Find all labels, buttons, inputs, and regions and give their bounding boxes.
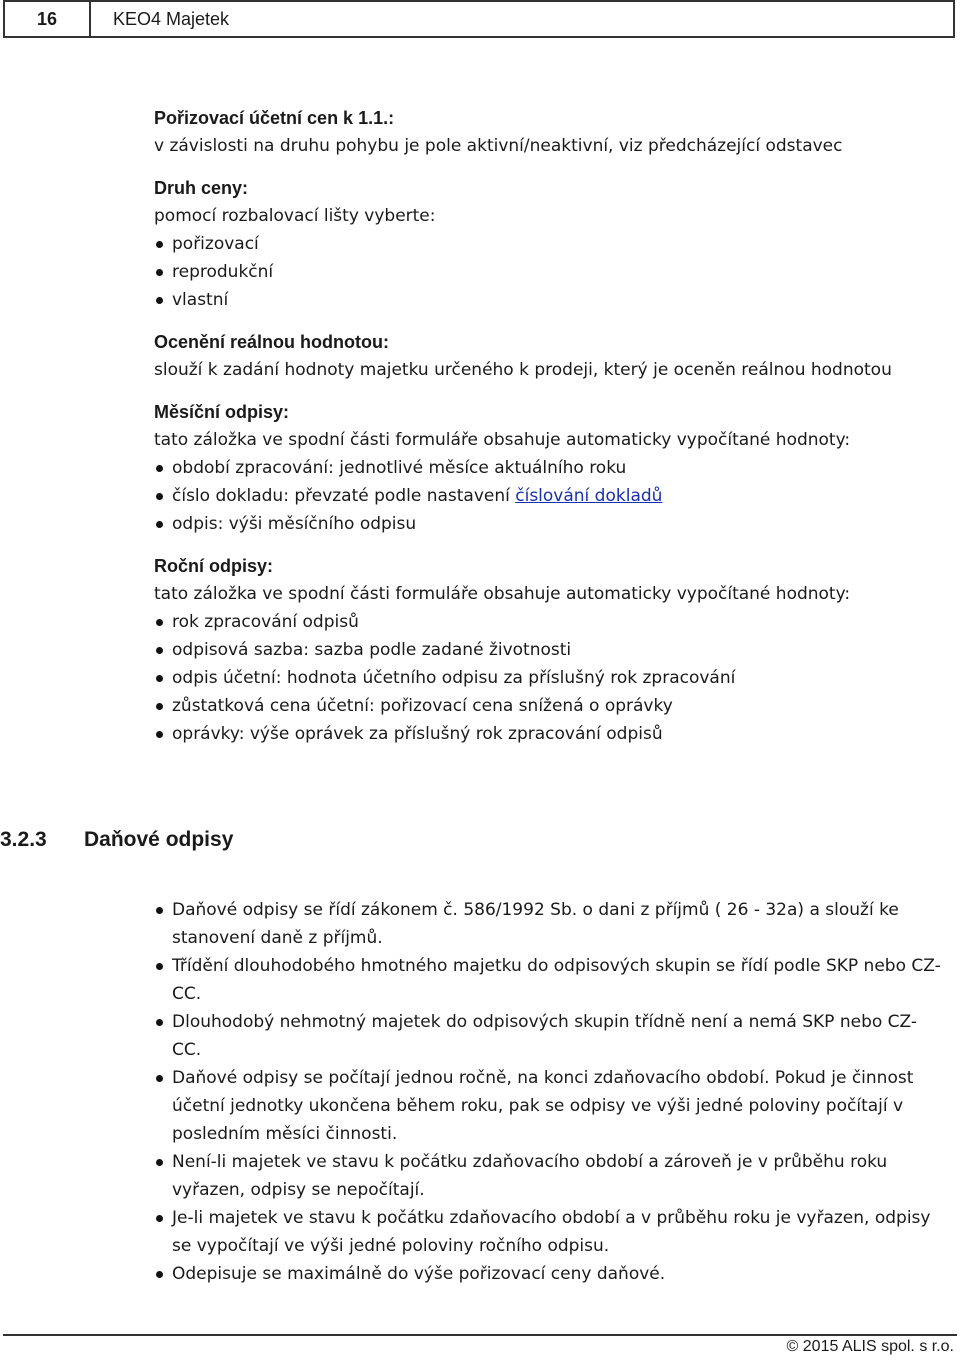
list-item: zůstatková cena účetní: pořizovací cena snížená o oprávky	[154, 692, 944, 720]
list-item: pořizovací	[154, 230, 944, 258]
tax-depreciation-content	[154, 896, 944, 1288]
list-item: vlastní	[154, 286, 944, 314]
section-heading: Roční odpisy:	[154, 556, 274, 576]
list-item: Daňové odpisy se řídí zákonem č. 586/1992 Sb. o dani z příjmů ( 26 - 32a) a slouží ke stanovení daně z příjmů.	[154, 896, 944, 952]
list-item	[154, 482, 944, 510]
section-text: v závislosti na druhu pohybu je pole aktivní/neaktivní, viz předcházející odstavec	[154, 136, 843, 156]
page-number: 16	[3, 0, 91, 38]
document-title: KEO4 Majetek	[91, 0, 955, 38]
list-item: Daňové odpisy se počítají jednou ročně, na konci zdaňovacího období. Pokud je činnost účetní jednotky ukončena během roku, pak se odpisy ve výši jedné poloviny počítají v posledním měsíci činnosti.	[154, 1064, 944, 1148]
section-heading: Ocenění reálnou hodnotou:	[154, 332, 389, 352]
section-heading: Pořizovací účetní cen k 1.1.:	[154, 108, 395, 128]
monthly-list	[154, 454, 944, 538]
list-item: odpis: výši měsíčního odpisu	[154, 510, 944, 538]
section-text: slouží k zadání hodnoty majetku určeného k prodeji, který je oceněn reálnou hodnotou	[154, 360, 892, 380]
document-numbering-link[interactable]: číslování dokladů	[515, 486, 663, 506]
list-item: Dlouhodobý nehmotný majetek do odpisových skupin třídně není a nemá SKP nebo CZ-CC.	[154, 1008, 944, 1064]
main-content	[154, 104, 944, 762]
section-porizovaci	[154, 104, 944, 160]
section-number: 3.2.3	[0, 828, 47, 851]
section-text: tato záložka ve spodní části formuláře obsahuje automaticky vypočítané hodnoty:	[154, 584, 851, 604]
yearly-list	[154, 608, 944, 748]
list-item: odpis účetní: hodnota účetního odpisu za příslušný rok zpracování	[154, 664, 944, 692]
list-item: reprodukční	[154, 258, 944, 286]
tax-list	[154, 896, 944, 1288]
footer-divider	[3, 1334, 957, 1336]
list-item: Odepisuje se maximálně do výše pořizovací ceny daňové.	[154, 1260, 944, 1288]
list-item: Třídění dlouhodobého hmotného majetku do odpisových skupin se řídí podle SKP nebo CZ-CC.	[154, 952, 944, 1008]
footer-copyright: © 2015 ALIS spol. s r.o.	[786, 1338, 954, 1355]
list-item: odpisová sazba: sazba podle zadané životnosti	[154, 636, 944, 664]
section-text: tato záložka ve spodní části formuláře obsahuje automaticky vypočítané hodnoty:	[154, 430, 851, 450]
list-item: oprávky: výše oprávek za příslušný rok zpracování odpisů	[154, 720, 944, 748]
section-mesicni-odpisy	[154, 398, 944, 538]
section-druh-ceny	[154, 174, 944, 314]
list-item: Je-li majetek ve stavu k počátku zdaňovacího období a v průběhu roku je vyřazen, odpisy se vypočítají ve výši jedné poloviny ročního odpisu.	[154, 1204, 944, 1260]
section-heading: Druh ceny:	[154, 178, 249, 198]
section-heading-dan-odpisy	[0, 828, 233, 852]
section-oceneni	[154, 328, 944, 384]
list-item: období zpracování: jednotlivé měsíce aktuálního roku	[154, 454, 944, 482]
list-item: Není-li majetek ve stavu k počátku zdaňovacího období a zároveň je v průběhu roku vyřazen, odpisy se nepočítají.	[154, 1148, 944, 1204]
section-heading: Měsíční odpisy:	[154, 402, 290, 422]
price-type-list	[154, 230, 944, 314]
section-rocni-odpisy	[154, 552, 944, 748]
page-header	[3, 0, 955, 40]
list-item-text: číslo dokladu: převzaté podle nastavení	[172, 486, 516, 506]
section-title: Daňové odpisy	[84, 828, 234, 851]
list-item: rok zpracování odpisů	[154, 608, 944, 636]
section-text: pomocí rozbalovací lišty vyberte:	[154, 206, 436, 226]
